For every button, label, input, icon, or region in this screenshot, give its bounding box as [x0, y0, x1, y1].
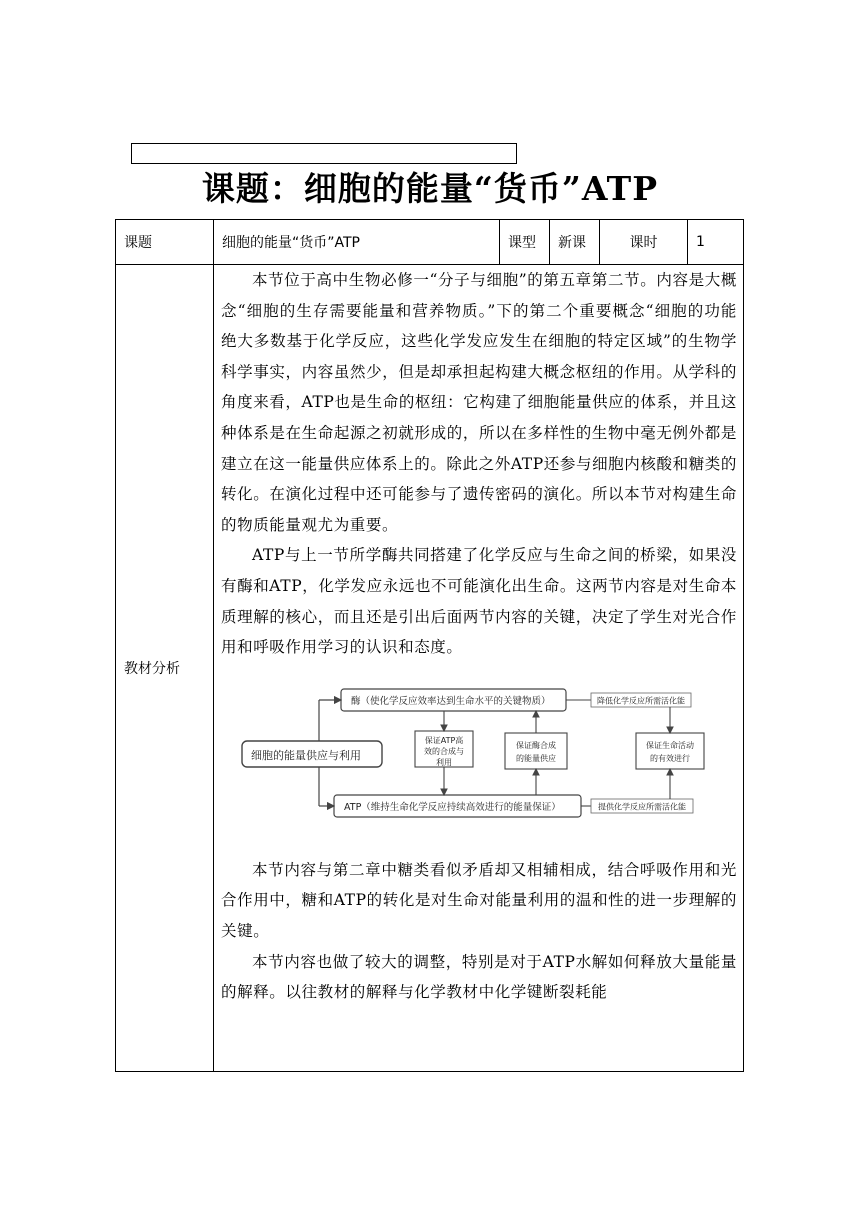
concept-diagram: [221, 671, 737, 851]
label-analysis: 教材分析: [116, 265, 214, 1072]
label-topic: 课题: [116, 220, 214, 265]
type-value: 新课: [550, 220, 600, 265]
mid-box-1-line1: 保证ATP高: [424, 735, 464, 745]
hours-value: 1: [688, 220, 744, 265]
analysis-paragraph-3: 本节内容与第二章中糖类看似矛盾却又相辅相成，结合呼吸作用和光合作用中，糖和ATP的转化是对生命对能量利用的温和性的进一步理解的关键。: [221, 860, 737, 940]
right-bottom-label: 提供化学反应所需活化能: [598, 802, 686, 812]
analysis-paragraph-2: ATP与上一节所学酶共同搭建了化学反应与生命之间的桥梁，如果没有酶和ATP，化学发应永远也不可能演化出生命。这两节内容是对生命本质理解的核心，而且还是引出后面两节内容的关键，决定了学生对光合作用和呼吸作用学习的认识和态度。: [221, 546, 737, 657]
page-title: 课题：细胞的能量“货币”ATP: [201, 169, 659, 208]
analysis-content: [214, 265, 744, 1072]
table-row-header: [116, 220, 744, 265]
label-type: 课型: [500, 220, 550, 265]
lesson-plan-table: [115, 219, 744, 1072]
right-top-label: 降低化学反应所需活化能: [597, 696, 685, 706]
energy-supply-box-text: 细胞的能量供应与利用: [251, 748, 361, 762]
blank-header-box: [131, 143, 517, 164]
atp-box-text: ATP（维持生命化学反应持续高效进行的能量保证）: [344, 801, 561, 813]
mid-box-2-line1: 保证酶合成: [516, 740, 556, 750]
mid-box-3: [636, 733, 704, 769]
label-hours: 课时: [600, 220, 688, 265]
enzyme-box-text: 酶（使化学反应效率达到生命水平的关键物质）: [351, 695, 551, 707]
mid-box-2-line2: 的能量供应: [516, 753, 556, 763]
analysis-paragraph-4: 本节内容也做了较大的调整，特别是对于ATP水解如何释放大量能量的解释。以往教材的解释与化学教材中化学键断裂耗能: [221, 952, 737, 1002]
topic-value: 细胞的能量“货币”ATP: [214, 220, 500, 265]
mid-box-1-line2: 效的合成与: [424, 746, 464, 756]
concept-diagram-svg: [229, 681, 729, 841]
analysis-paragraph-1: 本节位于高中生物必修一“分子与细胞”的第五章第二节。内容是大概念“细胞的生存需要能量和营养物质。”下的第二个重要概念“细胞的功能绝大多数基于化学反应，这些化学发应发生在细胞的特定区域”的生物学科学事实，内容虽然少，但是却承担起构建大概念枢纽的作用。从学科的角度来看，ATP也是生命的枢纽：它构建了细胞能量供应的体系，并且这种体系是在生命起源之初就形成的，所以在多样性的生物中毫无例外都是建立在这一能量供应体系上的。除此之外ATP还参与细胞内核酸和糖类的转化。在演化过程中还可能参与了遗传密码的演化。所以本节对构建生命的物质能量观尤为重要。: [221, 271, 737, 534]
mid-box-2: [505, 733, 567, 769]
mid-box-3-line2: 的有效进行: [650, 753, 690, 763]
table-row-analysis: [116, 265, 744, 1072]
mid-box-3-line1: 保证生命活动: [646, 740, 694, 750]
mid-box-1-line3: 利用: [436, 757, 452, 767]
